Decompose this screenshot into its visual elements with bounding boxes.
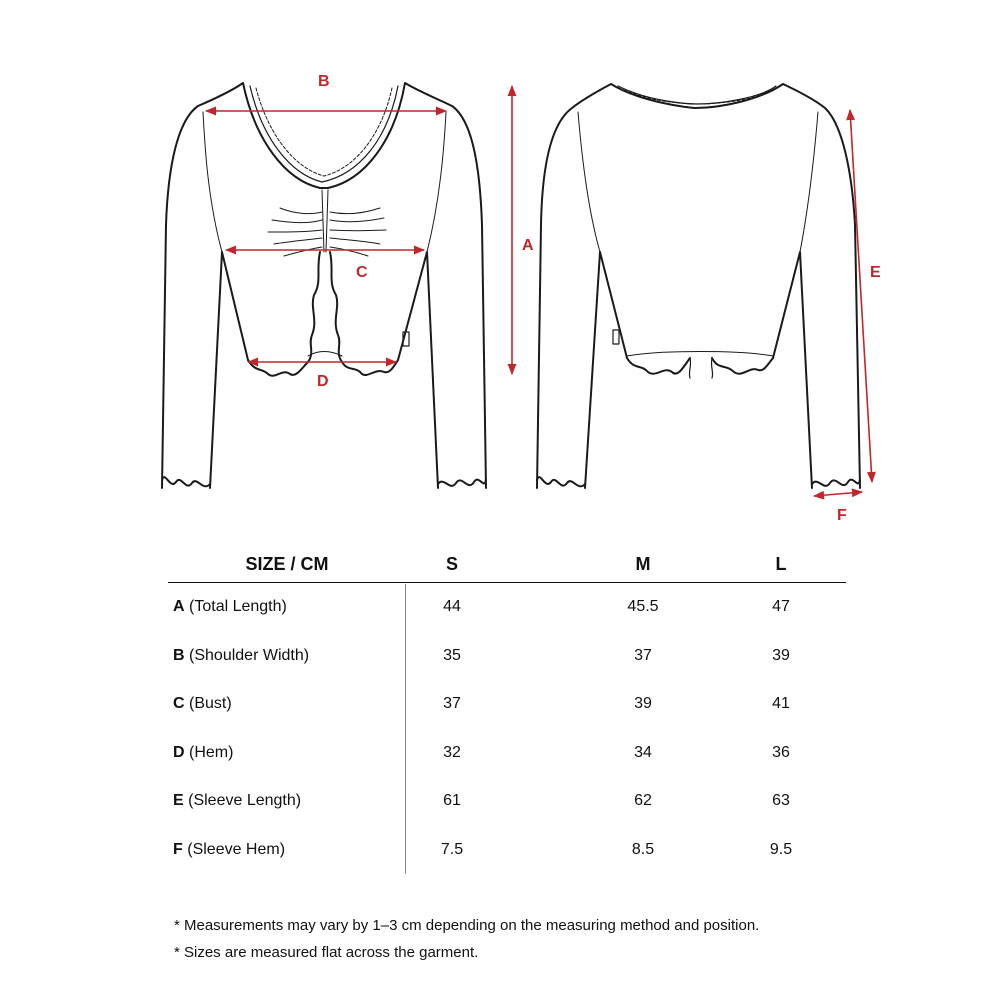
- cell-m: 34: [634, 743, 652, 761]
- cell-m: 37: [634, 646, 652, 664]
- cell-m: 39: [634, 695, 652, 713]
- label-a: A: [522, 237, 534, 254]
- front-ruching: [268, 190, 386, 256]
- row-label: [168, 632, 406, 681]
- table-divider: [405, 584, 406, 874]
- row-code: D: [173, 743, 185, 761]
- front-view: [162, 83, 486, 488]
- cell-s: 32: [443, 743, 461, 761]
- cell-s: 7.5: [440, 840, 464, 858]
- cell-l: 63: [772, 792, 790, 810]
- front-right-cuff: [438, 480, 486, 486]
- table-row: [168, 777, 846, 826]
- label-e: E: [870, 264, 881, 281]
- row-name: (Total Length): [189, 598, 287, 616]
- label-d: D: [317, 373, 329, 390]
- cell-l: 47: [772, 598, 790, 616]
- row-label: [168, 680, 406, 729]
- row-code: A: [173, 598, 185, 616]
- cell-l: 36: [772, 743, 790, 761]
- row-code: C: [173, 695, 185, 713]
- row-code: E: [173, 792, 184, 810]
- back-view: [537, 84, 860, 488]
- cell-m: 8.5: [631, 840, 655, 858]
- label-b: B: [318, 73, 330, 90]
- label-f: F: [837, 507, 847, 524]
- row-label: [168, 777, 406, 826]
- row-code: F: [173, 840, 183, 858]
- note-measurement-variance: * Measurements may vary by 1–3 cm depending on the measuring method and position.: [174, 917, 760, 934]
- cell-l: 9.5: [769, 840, 793, 858]
- cell-s: 44: [443, 598, 461, 616]
- cell-s: 35: [443, 646, 461, 664]
- front-left-cuff: [162, 477, 210, 486]
- table-header-row: [168, 547, 846, 583]
- front-slit: [308, 252, 342, 362]
- cell-s: 37: [443, 695, 461, 713]
- row-code: B: [173, 646, 185, 664]
- back-left-cuff: [537, 477, 585, 486]
- header-m: M: [586, 547, 716, 583]
- header-l: L: [716, 547, 846, 583]
- table-row: [168, 632, 846, 681]
- back-measurements: [814, 110, 872, 496]
- row-label: [168, 729, 406, 778]
- back-silhouette: [537, 84, 860, 488]
- table-row: [168, 583, 846, 632]
- cell-l: 39: [772, 646, 790, 664]
- header-s: S: [406, 547, 586, 583]
- note-measured-flat: * Sizes are measured flat across the garment.: [174, 944, 479, 961]
- row-label: [168, 826, 406, 875]
- row-name: (Hem): [189, 743, 234, 761]
- row-name: (Shoulder Width): [189, 646, 310, 664]
- front-silhouette: [162, 83, 486, 488]
- label-c: C: [356, 264, 368, 281]
- cell-m: 45.5: [627, 598, 659, 616]
- header-size-cm: SIZE / CM: [168, 547, 406, 583]
- table-row: [168, 826, 846, 875]
- table-row: [168, 729, 846, 778]
- cell-s: 61: [443, 792, 461, 810]
- back-hem: [627, 358, 773, 374]
- cell-m: 62: [634, 792, 652, 810]
- row-label: [168, 583, 406, 632]
- back-right-cuff: [812, 480, 860, 486]
- row-name: (Sleeve Length): [188, 792, 302, 810]
- row-name: (Sleeve Hem): [187, 840, 286, 858]
- row-name: (Bust): [189, 695, 232, 713]
- size-table: [168, 547, 846, 874]
- front-measurements: [206, 86, 512, 374]
- table-row: [168, 680, 846, 729]
- cell-l: 41: [772, 695, 790, 713]
